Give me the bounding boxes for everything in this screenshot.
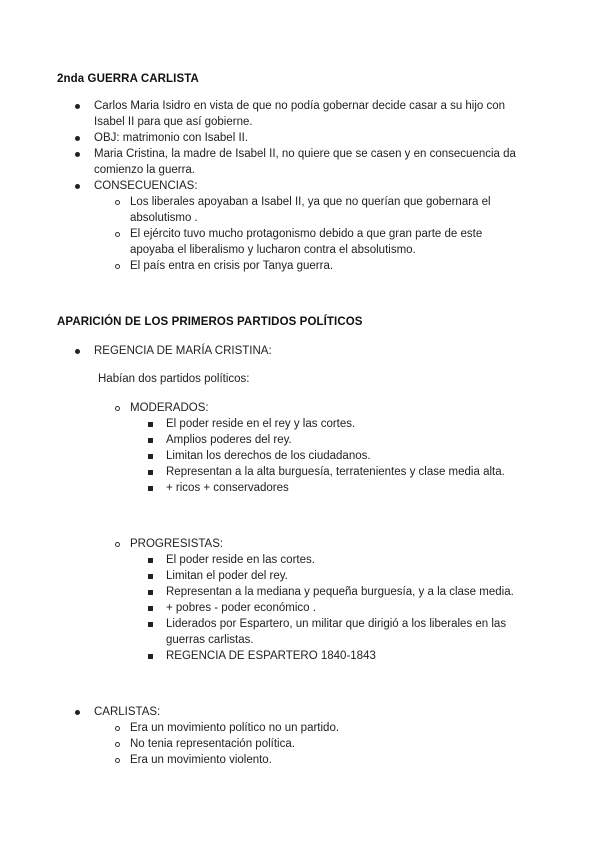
bullet-circle (115, 406, 120, 411)
bullet-square (148, 438, 153, 443)
bullet-circle (115, 232, 120, 237)
bullet-square (148, 654, 153, 659)
bullet-dot (75, 710, 80, 715)
bullet-square (148, 590, 153, 595)
intro-text: Habían dos partidos políticos: (98, 373, 250, 385)
list-item: Limitan los derechos de los ciudadanos. (166, 450, 371, 462)
moderados-label: MODERADOS: (130, 402, 209, 414)
list-item: El país entra en crisis por Tanya guerra. (130, 260, 334, 272)
bullet-circle (115, 200, 120, 205)
bullet-square (148, 558, 153, 563)
carlistas-label: CARLISTAS: (94, 706, 161, 718)
list-item: Liderados por Espartero, un militar que dirigió a los liberales en las (166, 618, 507, 630)
list-item: El poder reside en el rey y las cortes. (166, 418, 356, 430)
bullet-circle (115, 758, 120, 763)
list-item-continuation: comienzo la guerra. (94, 164, 195, 176)
bullet-square (148, 486, 153, 491)
list-item: El poder reside en las cortes. (166, 554, 315, 566)
bullet-dot (75, 136, 80, 141)
list-item: No tenia representación política. (130, 738, 295, 750)
list-item: + pobres - poder económico . (166, 602, 316, 614)
bullet-dot (75, 152, 80, 157)
section-2-title: APARICIÓN DE LOS PRIMEROS PARTIDOS POLÍTICOS (57, 316, 363, 328)
bullet-square (148, 574, 153, 579)
list-item: OBJ: matrimonio con Isabel II. (94, 132, 249, 144)
list-item-continuation: guerras carlistas. (166, 634, 254, 646)
list-item: Era un movimiento político no un partido. (130, 722, 340, 734)
bullet-dot (75, 184, 80, 189)
list-item-continuation: absolutismo . (130, 212, 198, 224)
bullet-circle (115, 742, 120, 747)
list-item: REGENCIA DE ESPARTERO 1840-1843 (166, 650, 376, 662)
bullet-square (148, 422, 153, 427)
bullet-dot (75, 349, 80, 354)
list-item: Representan a la alta burguesía, terratenientes y clase media alta. (166, 466, 505, 478)
list-item: Representan a la mediana y pequeña burguesía, y a la clase media. (166, 586, 514, 598)
list-item: CONSECUENCIAS: (94, 180, 198, 192)
list-item-continuation: apoyaba el liberalismo y lucharon contra el absolutismo. (130, 244, 416, 256)
list-item-continuation: Isabel II para que así gobierne. (94, 116, 253, 128)
bullet-square (148, 454, 153, 459)
list-item: Maria Cristina, la madre de Isabel II, no quiere que se casen y en consecuencia da (94, 148, 516, 160)
section-1-title: 2nda GUERRA CARLISTA (57, 73, 199, 85)
list-item: + ricos + conservadores (166, 482, 289, 494)
bullet-square (148, 606, 153, 611)
bullet-square (148, 470, 153, 475)
list-item: Los liberales apoyaban a Isabel II, ya que no querían que gobernara el (130, 196, 491, 208)
list-item: El ejército tuvo mucho protagonismo debido a que gran parte de este (130, 228, 483, 240)
list-item: Amplios poderes del rey. (166, 434, 292, 446)
list-item: Era un movimiento violento. (130, 754, 272, 766)
bullet-dot (75, 104, 80, 109)
bullet-square (148, 622, 153, 627)
list-item: Limitan el poder del rey. (166, 570, 288, 582)
list-item: Carlos Maria Isidro en vista de que no podía gobernar decide casar a su hijo con (94, 100, 506, 112)
bullet-circle (115, 264, 120, 269)
bullet-circle (115, 542, 120, 547)
regencia-label: REGENCIA DE MARÍA CRISTINA: (94, 345, 272, 357)
progresistas-label: PROGRESISTAS: (130, 538, 224, 550)
bullet-circle (115, 726, 120, 731)
